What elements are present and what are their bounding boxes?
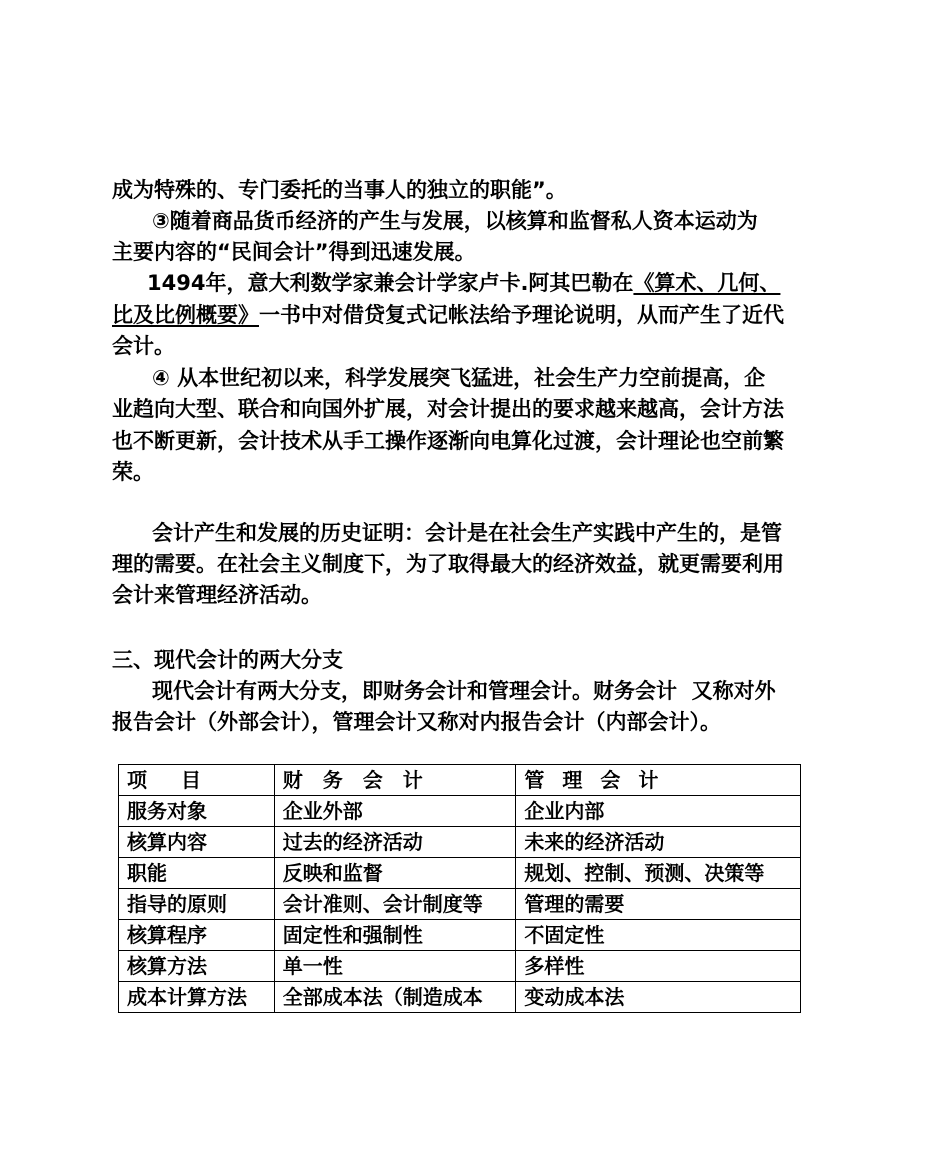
table-header-cell: 财务会计	[274, 765, 516, 796]
paragraph-line: 会计。	[112, 334, 175, 358]
paragraph-line: 也不断更新，会计技术从手工操作逐渐向电算化过渡，会计理论也空前繁	[112, 429, 784, 453]
book-title-underlined: 《算术、几何、	[633, 271, 781, 295]
table-row	[119, 858, 801, 889]
paragraph-line: 会计产生和发展的历史证明：会计是在社会生产实践中产生的，是管	[152, 521, 782, 545]
table-cell: 指导的原则	[119, 889, 275, 920]
paragraph-text: 一书中对借贷复式记帐法给予理论说明，从而产生了近代	[259, 303, 784, 327]
table-cell: 反映和监督	[274, 858, 516, 889]
table-cell: 过去的经济活动	[274, 827, 516, 858]
paragraph-line: 现代会计有两大分支，即财务会计和管理会计。财务会计 又称对外	[152, 679, 776, 703]
paragraph-line: 会计来管理经济活动。	[112, 583, 322, 607]
table-cell: 服务对象	[119, 796, 275, 827]
table-row	[119, 796, 801, 827]
table-row	[119, 889, 801, 920]
table-cell: 固定性和强制性	[274, 920, 516, 951]
paragraph-text: 1494年，意大利数学家兼会计学家卢卡.阿其巴勒在	[147, 271, 634, 295]
paragraph-line: ③随着商品货币经济的产生与发展，以核算和监督私人资本运动为	[152, 209, 758, 233]
table-cell: 会计准则、会计制度等	[274, 889, 516, 920]
table-cell: 企业外部	[274, 796, 516, 827]
table-cell: 核算程序	[119, 920, 275, 951]
table-cell: 不固定性	[516, 920, 801, 951]
table-row	[119, 920, 801, 951]
paragraph-line	[147, 270, 780, 296]
table-header-row	[119, 765, 801, 796]
table-cell: 管理的需要	[516, 889, 801, 920]
table-cell: 规划、控制、预测、决策等	[516, 858, 801, 889]
section-heading: 三、现代会计的两大分支	[112, 648, 343, 672]
table-cell: 核算内容	[119, 827, 275, 858]
table-cell: 单一性	[274, 951, 516, 982]
paragraph-line	[112, 302, 784, 328]
paragraph-line: 业趋向大型、联合和向国外扩展，对会计提出的要求越来越高，会计方法	[112, 397, 784, 421]
paragraph-line: 报告会计（外部会计），管理会计又称对内报告会计（内部会计）。	[112, 710, 721, 734]
paragraph-line: 成为特殊的、专门委托的当事人的独立的职能”。	[112, 178, 567, 202]
table-header-cell: 管理会计	[516, 765, 801, 796]
table-cell: 职能	[119, 858, 275, 889]
table-cell: 成本计算方法	[119, 982, 275, 1013]
paragraph-line: 荣。	[112, 460, 154, 484]
table-row	[119, 827, 801, 858]
table-header-cell: 项目	[119, 765, 275, 796]
paragraph-line: 理的需要。在社会主义制度下，为了取得最大的经济效益，就更需要利用	[112, 552, 784, 576]
table-cell: 全部成本法（制造成本	[274, 982, 516, 1013]
book-title-underlined: 比及比例概要》	[112, 303, 259, 327]
table-cell: 变动成本法	[516, 982, 801, 1013]
table-cell: 多样性	[516, 951, 801, 982]
table-cell: 核算方法	[119, 951, 275, 982]
table-cell: 企业内部	[516, 796, 801, 827]
table-row	[119, 982, 801, 1013]
table-cell: 未来的经济活动	[516, 827, 801, 858]
table-row	[119, 951, 801, 982]
paragraph-line: ④ 从本世纪初以来，科学发展突飞猛进，社会生产力空前提高，企	[152, 366, 766, 390]
comparison-table	[118, 764, 801, 1013]
paragraph-line: 主要内容的“民间会计”得到迅速发展。	[112, 240, 476, 264]
